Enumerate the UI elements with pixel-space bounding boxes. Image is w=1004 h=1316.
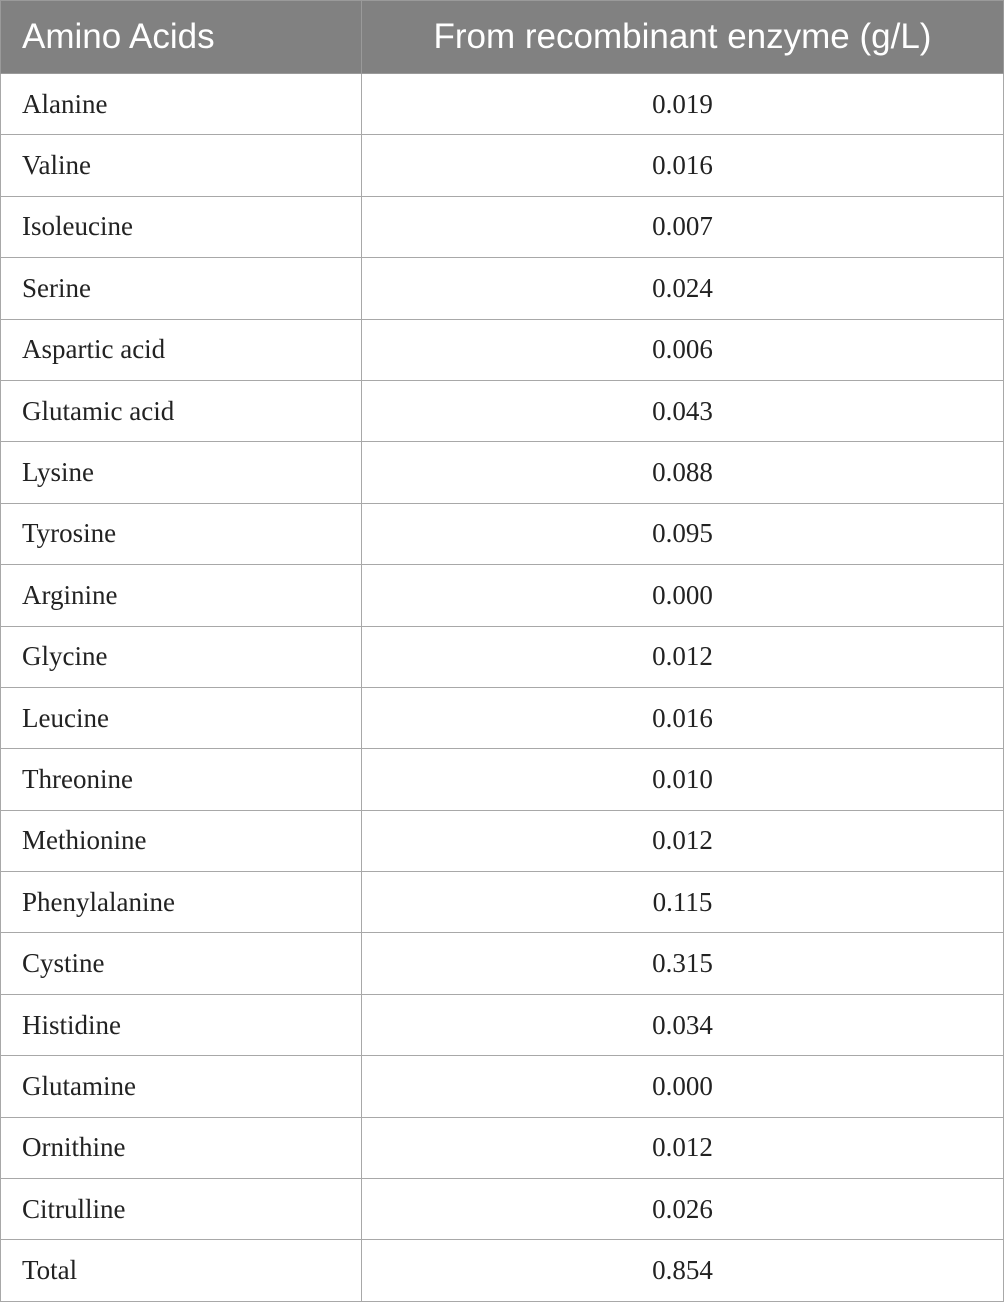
concentration-value-cell: 0.012 bbox=[362, 626, 1004, 687]
amino-acid-name-cell: Alanine bbox=[1, 74, 362, 135]
amino-acid-name-cell: Isoleucine bbox=[1, 196, 362, 257]
table-row bbox=[1, 994, 1004, 1055]
concentration-value-cell: 0.007 bbox=[362, 196, 1004, 257]
table-row bbox=[1, 319, 1004, 380]
amino-acid-name-cell: Cystine bbox=[1, 933, 362, 994]
concentration-value-cell: 0.026 bbox=[362, 1179, 1004, 1240]
concentration-value-cell: 0.043 bbox=[362, 380, 1004, 441]
table-row bbox=[1, 196, 1004, 257]
header-row bbox=[1, 1, 1004, 74]
table-row bbox=[1, 1117, 1004, 1178]
concentration-value-cell: 0.000 bbox=[362, 565, 1004, 626]
concentration-value-cell: 0.006 bbox=[362, 319, 1004, 380]
amino-acid-name-cell: Histidine bbox=[1, 994, 362, 1055]
amino-acid-name-cell: Threonine bbox=[1, 749, 362, 810]
table-row bbox=[1, 380, 1004, 441]
amino-acid-name-cell: Total bbox=[1, 1240, 362, 1301]
amino-acid-name-cell: Aspartic acid bbox=[1, 319, 362, 380]
concentration-value-cell: 0.854 bbox=[362, 1240, 1004, 1301]
table-header bbox=[1, 1, 1004, 74]
table-row bbox=[1, 442, 1004, 503]
amino-acid-name-cell: Leucine bbox=[1, 687, 362, 748]
table-row bbox=[1, 258, 1004, 319]
amino-acid-name-cell: Serine bbox=[1, 258, 362, 319]
table-row bbox=[1, 503, 1004, 564]
concentration-value-cell: 0.016 bbox=[362, 135, 1004, 196]
total-row bbox=[1, 1240, 1004, 1301]
amino-acid-name-cell: Glutamic acid bbox=[1, 380, 362, 441]
concentration-value-cell: 0.000 bbox=[362, 1056, 1004, 1117]
table-row bbox=[1, 749, 1004, 810]
amino-acid-name-cell: Glycine bbox=[1, 626, 362, 687]
concentration-value-cell: 0.024 bbox=[362, 258, 1004, 319]
table-body bbox=[1, 74, 1004, 1302]
concentration-value-cell: 0.012 bbox=[362, 1117, 1004, 1178]
table-row bbox=[1, 872, 1004, 933]
amino-acid-name-cell: Glutamine bbox=[1, 1056, 362, 1117]
amino-acid-name-cell: Phenylalanine bbox=[1, 872, 362, 933]
concentration-value-cell: 0.095 bbox=[362, 503, 1004, 564]
table-row bbox=[1, 933, 1004, 994]
column-header-recombinant-enzyme: From recombinant enzyme (g/L) bbox=[362, 1, 1004, 74]
table-row bbox=[1, 565, 1004, 626]
amino-acid-name-cell: Citrulline bbox=[1, 1179, 362, 1240]
concentration-value-cell: 0.012 bbox=[362, 810, 1004, 871]
concentration-value-cell: 0.315 bbox=[362, 933, 1004, 994]
amino-acid-name-cell: Valine bbox=[1, 135, 362, 196]
table-row bbox=[1, 687, 1004, 748]
amino-acid-name-cell: Arginine bbox=[1, 565, 362, 626]
concentration-value-cell: 0.010 bbox=[362, 749, 1004, 810]
table-row bbox=[1, 135, 1004, 196]
concentration-value-cell: 0.034 bbox=[362, 994, 1004, 1055]
concentration-value-cell: 0.115 bbox=[362, 872, 1004, 933]
table-row bbox=[1, 1179, 1004, 1240]
table-row bbox=[1, 626, 1004, 687]
column-header-amino-acids: Amino Acids bbox=[1, 1, 362, 74]
amino-acid-name-cell: Lysine bbox=[1, 442, 362, 503]
amino-acid-name-cell: Methionine bbox=[1, 810, 362, 871]
concentration-value-cell: 0.016 bbox=[362, 687, 1004, 748]
table-row bbox=[1, 1056, 1004, 1117]
concentration-value-cell: 0.088 bbox=[362, 442, 1004, 503]
amino-acid-name-cell: Tyrosine bbox=[1, 503, 362, 564]
amino-acid-name-cell: Ornithine bbox=[1, 1117, 362, 1178]
table-row bbox=[1, 74, 1004, 135]
concentration-value-cell: 0.019 bbox=[362, 74, 1004, 135]
table-row bbox=[1, 810, 1004, 871]
